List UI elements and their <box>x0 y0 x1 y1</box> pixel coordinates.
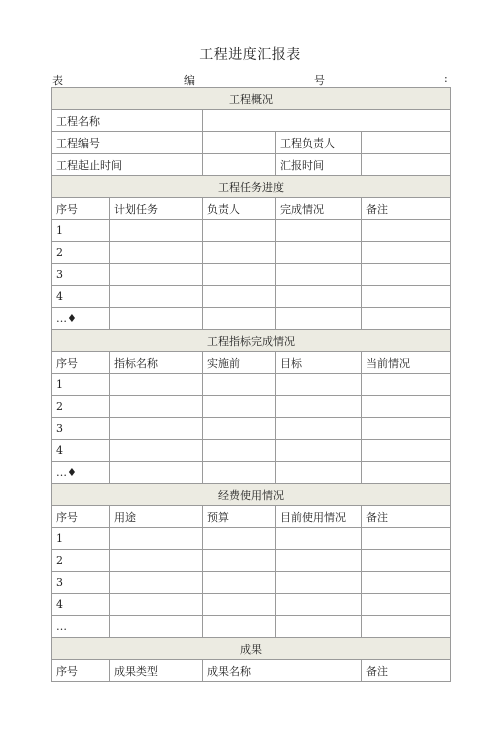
row-number: 3 <box>52 572 110 594</box>
table-row <box>52 462 451 484</box>
overview-header: 工程概况 <box>52 88 451 110</box>
table-cell[interactable] <box>110 264 203 286</box>
indicators-col-header: 指标名称 <box>110 352 203 374</box>
row-number: … <box>52 616 110 638</box>
project-manager-value[interactable] <box>362 132 451 154</box>
results-columns-row <box>52 660 451 682</box>
table-row <box>52 418 451 440</box>
table-cell[interactable] <box>362 286 451 308</box>
funds-col-header: 序号 <box>52 506 110 528</box>
table-cell[interactable] <box>362 594 451 616</box>
table-cell[interactable] <box>362 308 451 330</box>
table-row <box>52 264 451 286</box>
indicators-col-header: 实施前 <box>203 352 276 374</box>
table-cell[interactable] <box>362 220 451 242</box>
funds-header: 经费使用情况 <box>52 484 451 506</box>
table-cell[interactable] <box>203 418 276 440</box>
project-number-value[interactable] <box>203 132 276 154</box>
table-cell[interactable] <box>203 550 276 572</box>
overview-header-row <box>52 88 451 110</box>
table-cell[interactable] <box>110 440 203 462</box>
tasks-columns-row <box>52 198 451 220</box>
row-number: 2 <box>52 550 110 572</box>
table-cell[interactable] <box>203 286 276 308</box>
table-cell[interactable] <box>203 308 276 330</box>
table-row <box>52 242 451 264</box>
table-cell[interactable] <box>276 220 362 242</box>
table-cell[interactable] <box>362 242 451 264</box>
table-cell[interactable] <box>203 242 276 264</box>
table-cell[interactable] <box>203 594 276 616</box>
table-cell[interactable] <box>203 616 276 638</box>
table-cell[interactable] <box>276 616 362 638</box>
indicators-col-header: 当前情况 <box>362 352 451 374</box>
table-cell[interactable] <box>276 264 362 286</box>
table-cell[interactable] <box>276 374 362 396</box>
funds-col-header: 用途 <box>110 506 203 528</box>
table-cell[interactable] <box>110 418 203 440</box>
table-cell[interactable] <box>362 440 451 462</box>
table-cell[interactable] <box>276 462 362 484</box>
overview-number-row <box>52 132 451 154</box>
row-number: 4 <box>52 286 110 308</box>
form-number-char-1: 表 <box>52 74 63 87</box>
table-cell[interactable] <box>362 418 451 440</box>
indicators-columns-row <box>52 352 451 374</box>
indicators-col-header: 目标 <box>276 352 362 374</box>
tasks-col-header: 序号 <box>52 198 110 220</box>
table-cell[interactable] <box>276 396 362 418</box>
row-number: 3 <box>52 418 110 440</box>
table-cell[interactable] <box>110 462 203 484</box>
table-cell[interactable] <box>362 616 451 638</box>
tasks-col-header: 计划任务 <box>110 198 203 220</box>
table-row <box>52 594 451 616</box>
project-name-value[interactable] <box>203 110 451 132</box>
table-row <box>52 572 451 594</box>
form-number-char-3: 号 <box>314 74 325 87</box>
table-row <box>52 616 451 638</box>
row-number: 4 <box>52 440 110 462</box>
table-cell[interactable] <box>276 528 362 550</box>
table-cell[interactable] <box>110 594 203 616</box>
funds-header-row <box>52 484 451 506</box>
table-cell[interactable] <box>362 264 451 286</box>
table-row <box>52 396 451 418</box>
table-row <box>52 308 451 330</box>
row-number: 1 <box>52 220 110 242</box>
table-cell[interactable] <box>110 572 203 594</box>
table-row <box>52 440 451 462</box>
tasks-col-header: 完成情况 <box>276 198 362 220</box>
funds-col-header: 目前使用情况 <box>276 506 362 528</box>
indicators-header: 工程指标完成情况 <box>52 330 451 352</box>
report-time-value[interactable] <box>362 154 451 176</box>
table-cell[interactable] <box>110 242 203 264</box>
table-cell[interactable] <box>203 396 276 418</box>
table-row <box>52 550 451 572</box>
table-cell[interactable] <box>110 528 203 550</box>
project-period-label: 工程起止时间 <box>52 154 203 176</box>
form-number-colon: : <box>444 72 448 85</box>
row-number: …♦ <box>52 462 110 484</box>
row-number: 2 <box>52 242 110 264</box>
indicators-header-row <box>52 330 451 352</box>
tasks-col-header: 备注 <box>362 198 451 220</box>
funds-col-header: 预算 <box>203 506 276 528</box>
table-cell[interactable] <box>203 462 276 484</box>
funds-col-header: 备注 <box>362 506 451 528</box>
table-cell[interactable] <box>110 220 203 242</box>
report-time-label: 汇报时间 <box>276 154 362 176</box>
table-row <box>52 286 451 308</box>
tasks-header: 工程任务进度 <box>52 176 451 198</box>
results-col-header: 序号 <box>52 660 110 682</box>
results-col-header: 成果名称 <box>203 660 362 682</box>
table-cell[interactable] <box>110 616 203 638</box>
table-cell[interactable] <box>203 264 276 286</box>
results-header-row <box>52 638 451 660</box>
table-cell[interactable] <box>276 308 362 330</box>
table-cell[interactable] <box>276 286 362 308</box>
table-cell[interactable] <box>203 220 276 242</box>
table-cell[interactable] <box>362 462 451 484</box>
table-cell[interactable] <box>362 528 451 550</box>
row-number: …♦ <box>52 308 110 330</box>
tasks-col-header: 负责人 <box>203 198 276 220</box>
table-cell[interactable] <box>362 396 451 418</box>
table-cell[interactable] <box>203 572 276 594</box>
table-cell[interactable] <box>203 528 276 550</box>
row-number: 2 <box>52 396 110 418</box>
overview-name-row <box>52 110 451 132</box>
row-number: 1 <box>52 528 110 550</box>
table-cell[interactable] <box>276 418 362 440</box>
table-cell[interactable] <box>362 572 451 594</box>
table-cell[interactable] <box>203 440 276 462</box>
funds-columns-row <box>52 506 451 528</box>
project-manager-label: 工程负责人 <box>276 132 362 154</box>
indicators-col-header: 序号 <box>52 352 110 374</box>
overview-period-row <box>52 154 451 176</box>
table-cell[interactable] <box>276 440 362 462</box>
table-cell[interactable] <box>362 550 451 572</box>
table-cell[interactable] <box>276 550 362 572</box>
project-period-value[interactable] <box>203 154 276 176</box>
table-cell[interactable] <box>203 374 276 396</box>
table-cell[interactable] <box>110 308 203 330</box>
row-number: 3 <box>52 264 110 286</box>
form-number-char-2: 编 <box>184 74 195 87</box>
table-row <box>52 220 451 242</box>
table-row <box>52 374 451 396</box>
table-cell[interactable] <box>362 374 451 396</box>
form-number-line <box>52 72 450 86</box>
table-cell[interactable] <box>110 286 203 308</box>
row-number: 1 <box>52 374 110 396</box>
results-col-header: 备注 <box>362 660 451 682</box>
table-cell[interactable] <box>110 374 203 396</box>
page-title: 工程进度汇报表 <box>199 47 301 63</box>
results-col-header: 成果类型 <box>110 660 203 682</box>
row-number: 4 <box>52 594 110 616</box>
tasks-header-row <box>52 176 451 198</box>
table-cell[interactable] <box>110 550 203 572</box>
table-cell[interactable] <box>276 572 362 594</box>
table-cell[interactable] <box>110 396 203 418</box>
project-name-label: 工程名称 <box>52 110 203 132</box>
table-row <box>52 528 451 550</box>
table-cell[interactable] <box>276 242 362 264</box>
table-cell[interactable] <box>276 594 362 616</box>
report-table <box>51 87 451 682</box>
results-header: 成果 <box>52 638 451 660</box>
project-number-label: 工程编号 <box>52 132 203 154</box>
